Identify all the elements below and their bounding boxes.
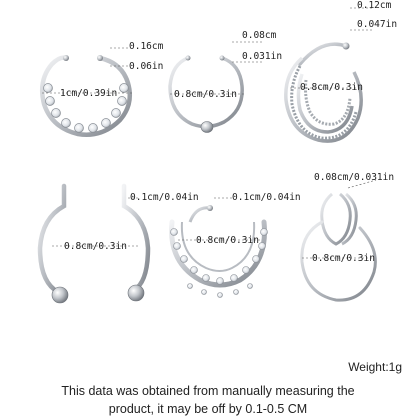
item3-thickness-cm-label: 0.12cm: [357, 0, 392, 11]
item2-thickness-cm-label: 0.08cm: [242, 30, 277, 41]
item1-thickness-in-label: 0.06in: [129, 61, 164, 72]
wire-loop-septum-clip: [302, 180, 376, 300]
disclaimer-line-1: This data was obtained from manually measuring the: [61, 384, 355, 398]
weight-label: Weight:1g: [348, 360, 402, 374]
item4-thickness-label: 0.1cm/0.04in: [130, 192, 199, 203]
item3-thickness-in-label: 0.047in: [357, 19, 398, 30]
disclaimer-line-2: product, it may be off by 0.1-0.5 CM: [108, 402, 308, 416]
item2-thickness-in-label: 0.031in: [242, 51, 283, 62]
item1-diameter-label: 1cm/0.39in: [60, 88, 118, 99]
item1-thickness-cm-label: 0.16cm: [129, 41, 164, 52]
item4-diameter-label: 0.8cm/0.3in: [64, 241, 127, 252]
item3-diameter-label: 0.8cm/0.3in: [300, 82, 363, 93]
item6-diameter-label: 0.8cm/0.3in: [312, 253, 375, 264]
item6-thickness-label: 0.08cm/0.031in: [314, 172, 395, 183]
measurement-disclaimer: [0, 382, 416, 418]
ornate-crystal-septum-clip: [171, 198, 268, 298]
item2-diameter-label: 0.8cm/0.3in: [174, 89, 237, 100]
item5-diameter-label: 0.8cm/0.3in: [196, 235, 259, 246]
item5-thickness-label: 0.1cm/0.04in: [232, 192, 301, 203]
